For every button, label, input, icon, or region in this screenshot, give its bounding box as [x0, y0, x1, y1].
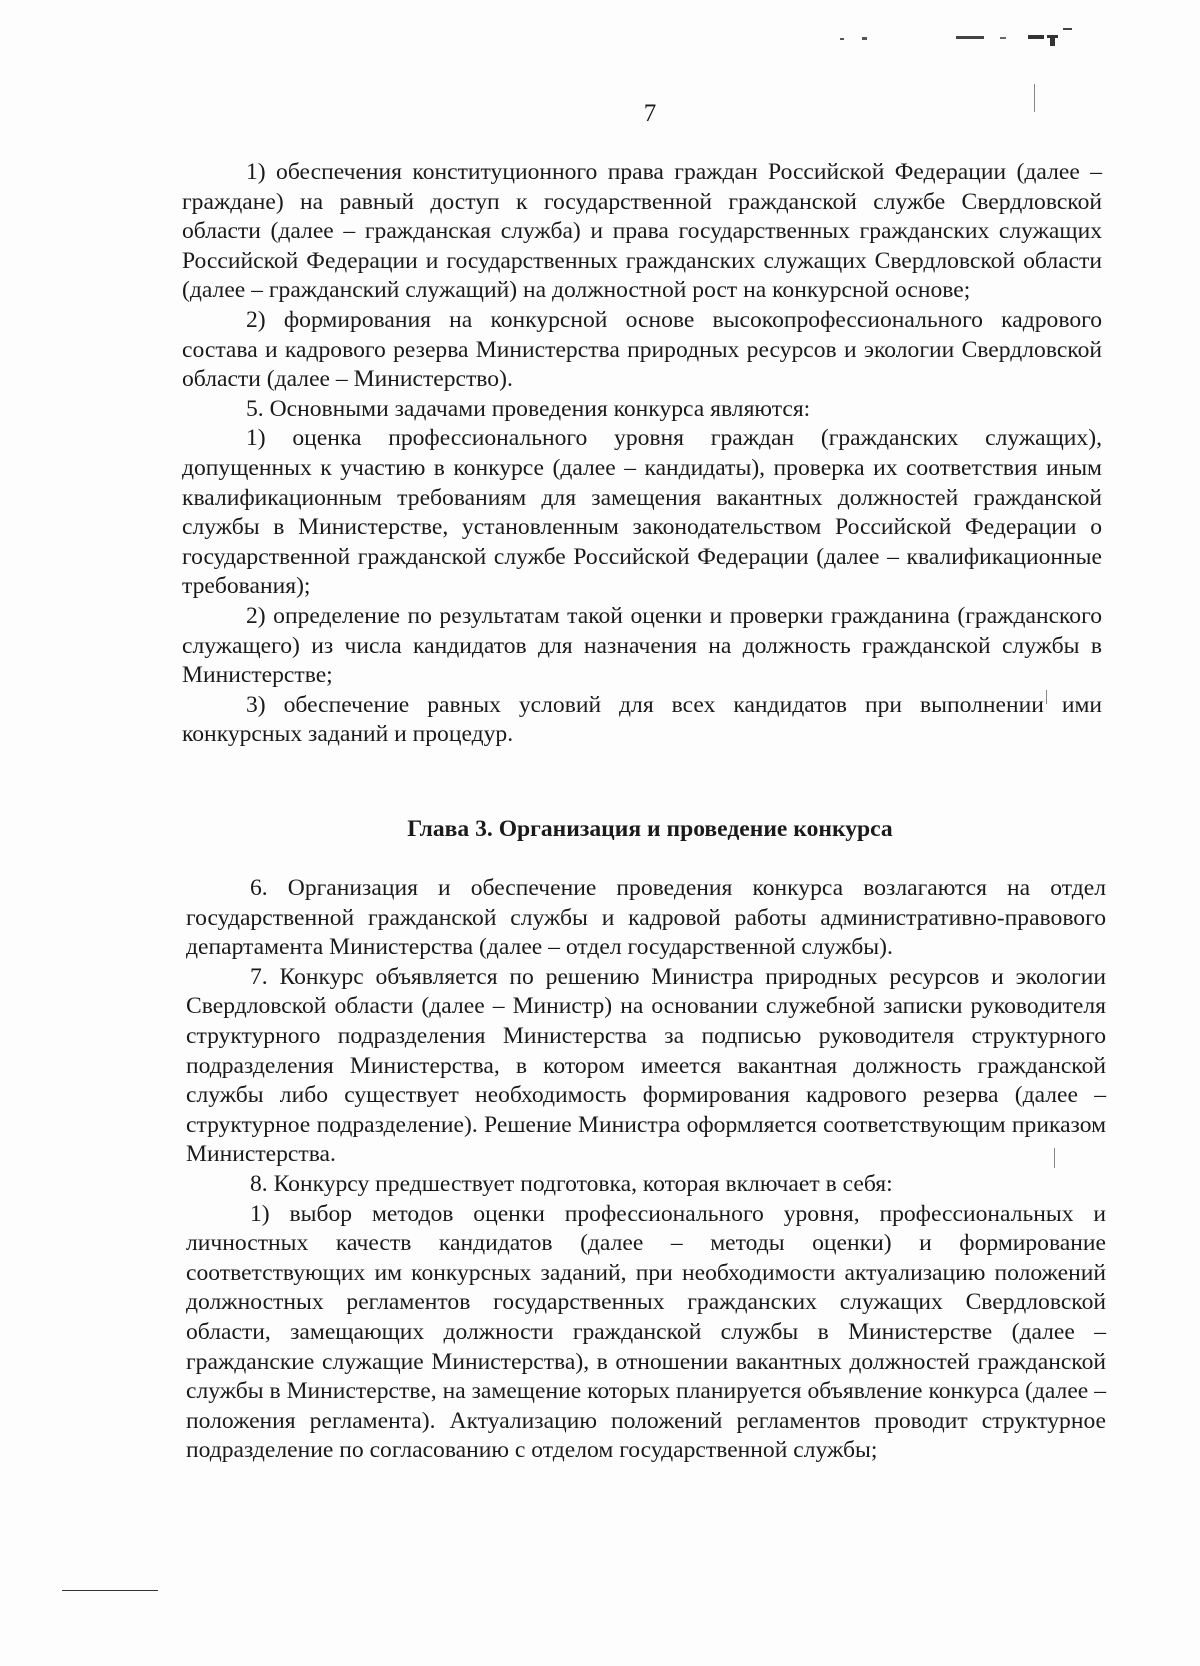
chapter-heading: Глава 3. Организация и проведение конкурса	[407, 816, 893, 842]
paragraph-item-8-1: 1) выбор методов оценки профессионального уровня, профессиональных и личностных качеств кандидатов (далее – методы оценки) и формирование соответствующих им конкурсных заданий, при необходимости актуализацию положений должностных регламентов государственных гражданских служащих Свердловской области, замещающих должности гражданской службы в Министерстве (далее – гражданские служащие Министерства), в отношении вакантных должностей гражданской службы в Министерстве, на замещение которых планируется объявление конкурса (далее – положения регламента). Актуализацию положений регламентов проводит структурное подразделение по согласованию с отделом государственной службы;	[186, 1200, 1106, 1464]
text-block-bottom	[186, 874, 1106, 1466]
page-number: 7	[643, 100, 657, 127]
footnote-rule	[62, 1590, 158, 1591]
paragraph-item-7: 7. Конкурс объявляется по решению Министра природных ресурсов и экологии Свердловской области (далее – Министр) на основании служебной записки руководителя структурного подразделения Министерства за подписью руководителя структурного подразделения Министерства, в котором имеется вакантная должность гражданской службы либо существует необходимость формирования кадрового резерва (далее – структурное подразделение). Решение Министра оформляется соответствующим приказом Министерства.	[186, 963, 1106, 1168]
paragraph-tasks-intro: 5. Основными задачами проведения конкурса являются:	[246, 395, 811, 422]
paragraph-task-3: 3) обеспечение равных условий для всех кандидатов при выполнении ими конкурсных заданий и процедур.	[182, 691, 1102, 748]
text-block-top	[182, 158, 1102, 750]
paragraph-goal-1: 1) обеспечения конституционного права граждан Российской Федерации (далее – граждане) на равный доступ к государственной гражданской службе Свердловской области (далее – гражданская служба) и права государственных гражданских служащих Российской Федерации и государственных гражданских служащих Свердловской области (далее – гражданский служащий) на должностной рост на конкурсной основе;	[182, 159, 1102, 304]
paragraph-task-1: 1) оценка профессионального уровня граждан (гражданских служащих), допущенных к участию в конкурсе (далее – кандидаты), проверка их соответствия иным квалификационным требованиям для замещения вакантных должностей гражданской службы в Министерстве, установленным законодательством Российской Федерации о государственной гражданской службе Российской Федерации (далее – квалификационные требования);	[182, 425, 1102, 600]
paragraph-goal-2: 2) формирования на конкурсной основе высокопрофессионального кадрового состава и кадрового резерва Министерства природных ресурсов и экологии Свердловской области (далее – Министерство).	[182, 306, 1102, 393]
scan-artifact-marks	[840, 28, 1100, 48]
paragraph-item-8: 8. Конкурсу предшествует подготовка, которая включает в себя:	[250, 1170, 893, 1197]
paragraph-task-2: 2) определение по результатам такой оценки и проверки гражданина (гражданского служащего) из числа кандидатов для назначения на должность гражданской службы в Министерстве;	[182, 602, 1102, 689]
paragraph-item-6: 6. Организация и обеспечение проведения конкурса возлагаются на отдел государственной гражданской службы и кадровой работы административно-правового департамента Министерства (далее – отдел государственной службы).	[186, 875, 1106, 961]
